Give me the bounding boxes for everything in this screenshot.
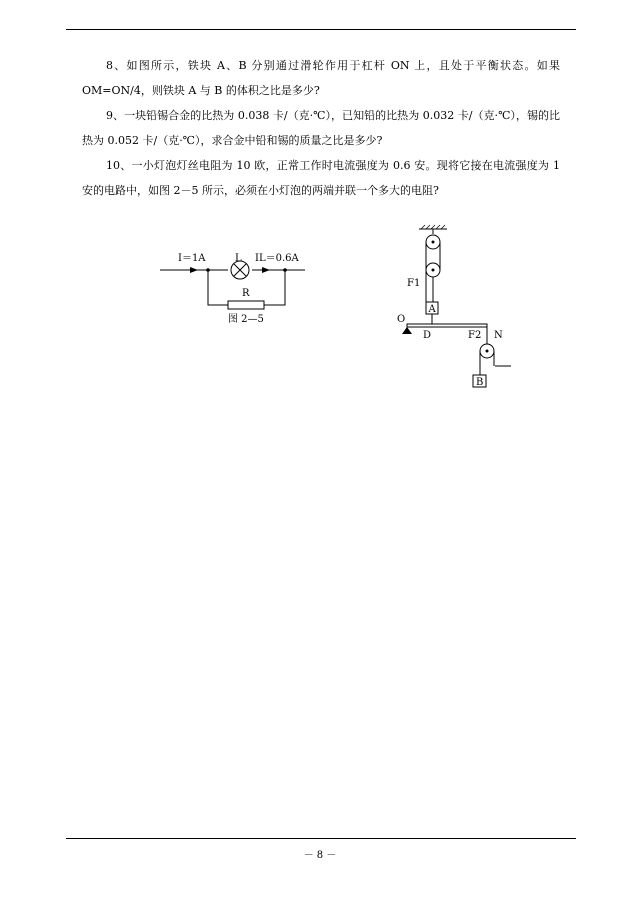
- block-b-label: B: [476, 377, 484, 388]
- question-9: [82, 104, 560, 153]
- force-f1-label: F1: [407, 278, 421, 289]
- question-10-number: 10、: [106, 159, 132, 172]
- fixed-pulley-axle: [432, 241, 435, 244]
- point-o-label: O: [397, 314, 406, 325]
- lamp-label: L: [235, 253, 242, 264]
- resistor-icon: [228, 301, 264, 309]
- block-a-label: A: [428, 304, 436, 315]
- lever-bar: [407, 324, 487, 327]
- point-n-label: N: [494, 330, 503, 341]
- footer-rule: [66, 838, 576, 839]
- ceiling-hatch: [421, 225, 445, 229]
- lamp-current-arrow-icon: [262, 267, 270, 273]
- fulcrum-icon: [402, 327, 412, 334]
- question-8-number: 8、: [106, 59, 127, 72]
- resistor-label: R: [242, 288, 250, 299]
- point-d-label: D: [423, 330, 432, 341]
- lamp-current-label: IL＝0.6A: [255, 253, 299, 264]
- current-arrow-icon: [190, 267, 198, 273]
- circuit-diagram: [150, 240, 320, 330]
- parallel-branch-wire: [208, 270, 228, 305]
- question-10-text: 一小灯泡灯丝电阻为 10 欧，正常工作时电流强度为 0.6 安。现将它接在电流强度为 1 安的电路中，如图 2－5 所示，必须在小灯泡的两端并联一个多大的电阻?: [82, 159, 560, 197]
- right-pulley-axle: [486, 350, 489, 353]
- current-label: I＝1A: [178, 253, 206, 264]
- header-rule: [66, 29, 576, 30]
- page-number: － 8 －: [303, 850, 337, 861]
- question-9-number: 9、: [106, 109, 125, 122]
- question-8: [82, 54, 560, 103]
- lever-pulley-diagram: [395, 220, 515, 395]
- movable-pulley-axle: [432, 269, 435, 272]
- force-f2-label: F2: [468, 330, 482, 341]
- question-9-text: 一块铅锡合金的比热为 0.038 卡/（克·℃），已知铅的比热为 0.032 卡/（克·℃），锡的比热为 0.052 卡/（克·℃），求合金中铅和锡的质量之比是多少?: [82, 109, 561, 147]
- question-10: [82, 154, 560, 203]
- question-8-text: 如图所示，铁块 A、B 分别通过滑轮作用于杠杆 ON 上，且处于平衡状态。如果 OM=ON/4，则铁块 A 与 B 的体积之比是多少?: [82, 59, 561, 97]
- figure-caption: 图 2—5: [228, 314, 264, 325]
- parallel-branch-wire-right: [264, 270, 285, 305]
